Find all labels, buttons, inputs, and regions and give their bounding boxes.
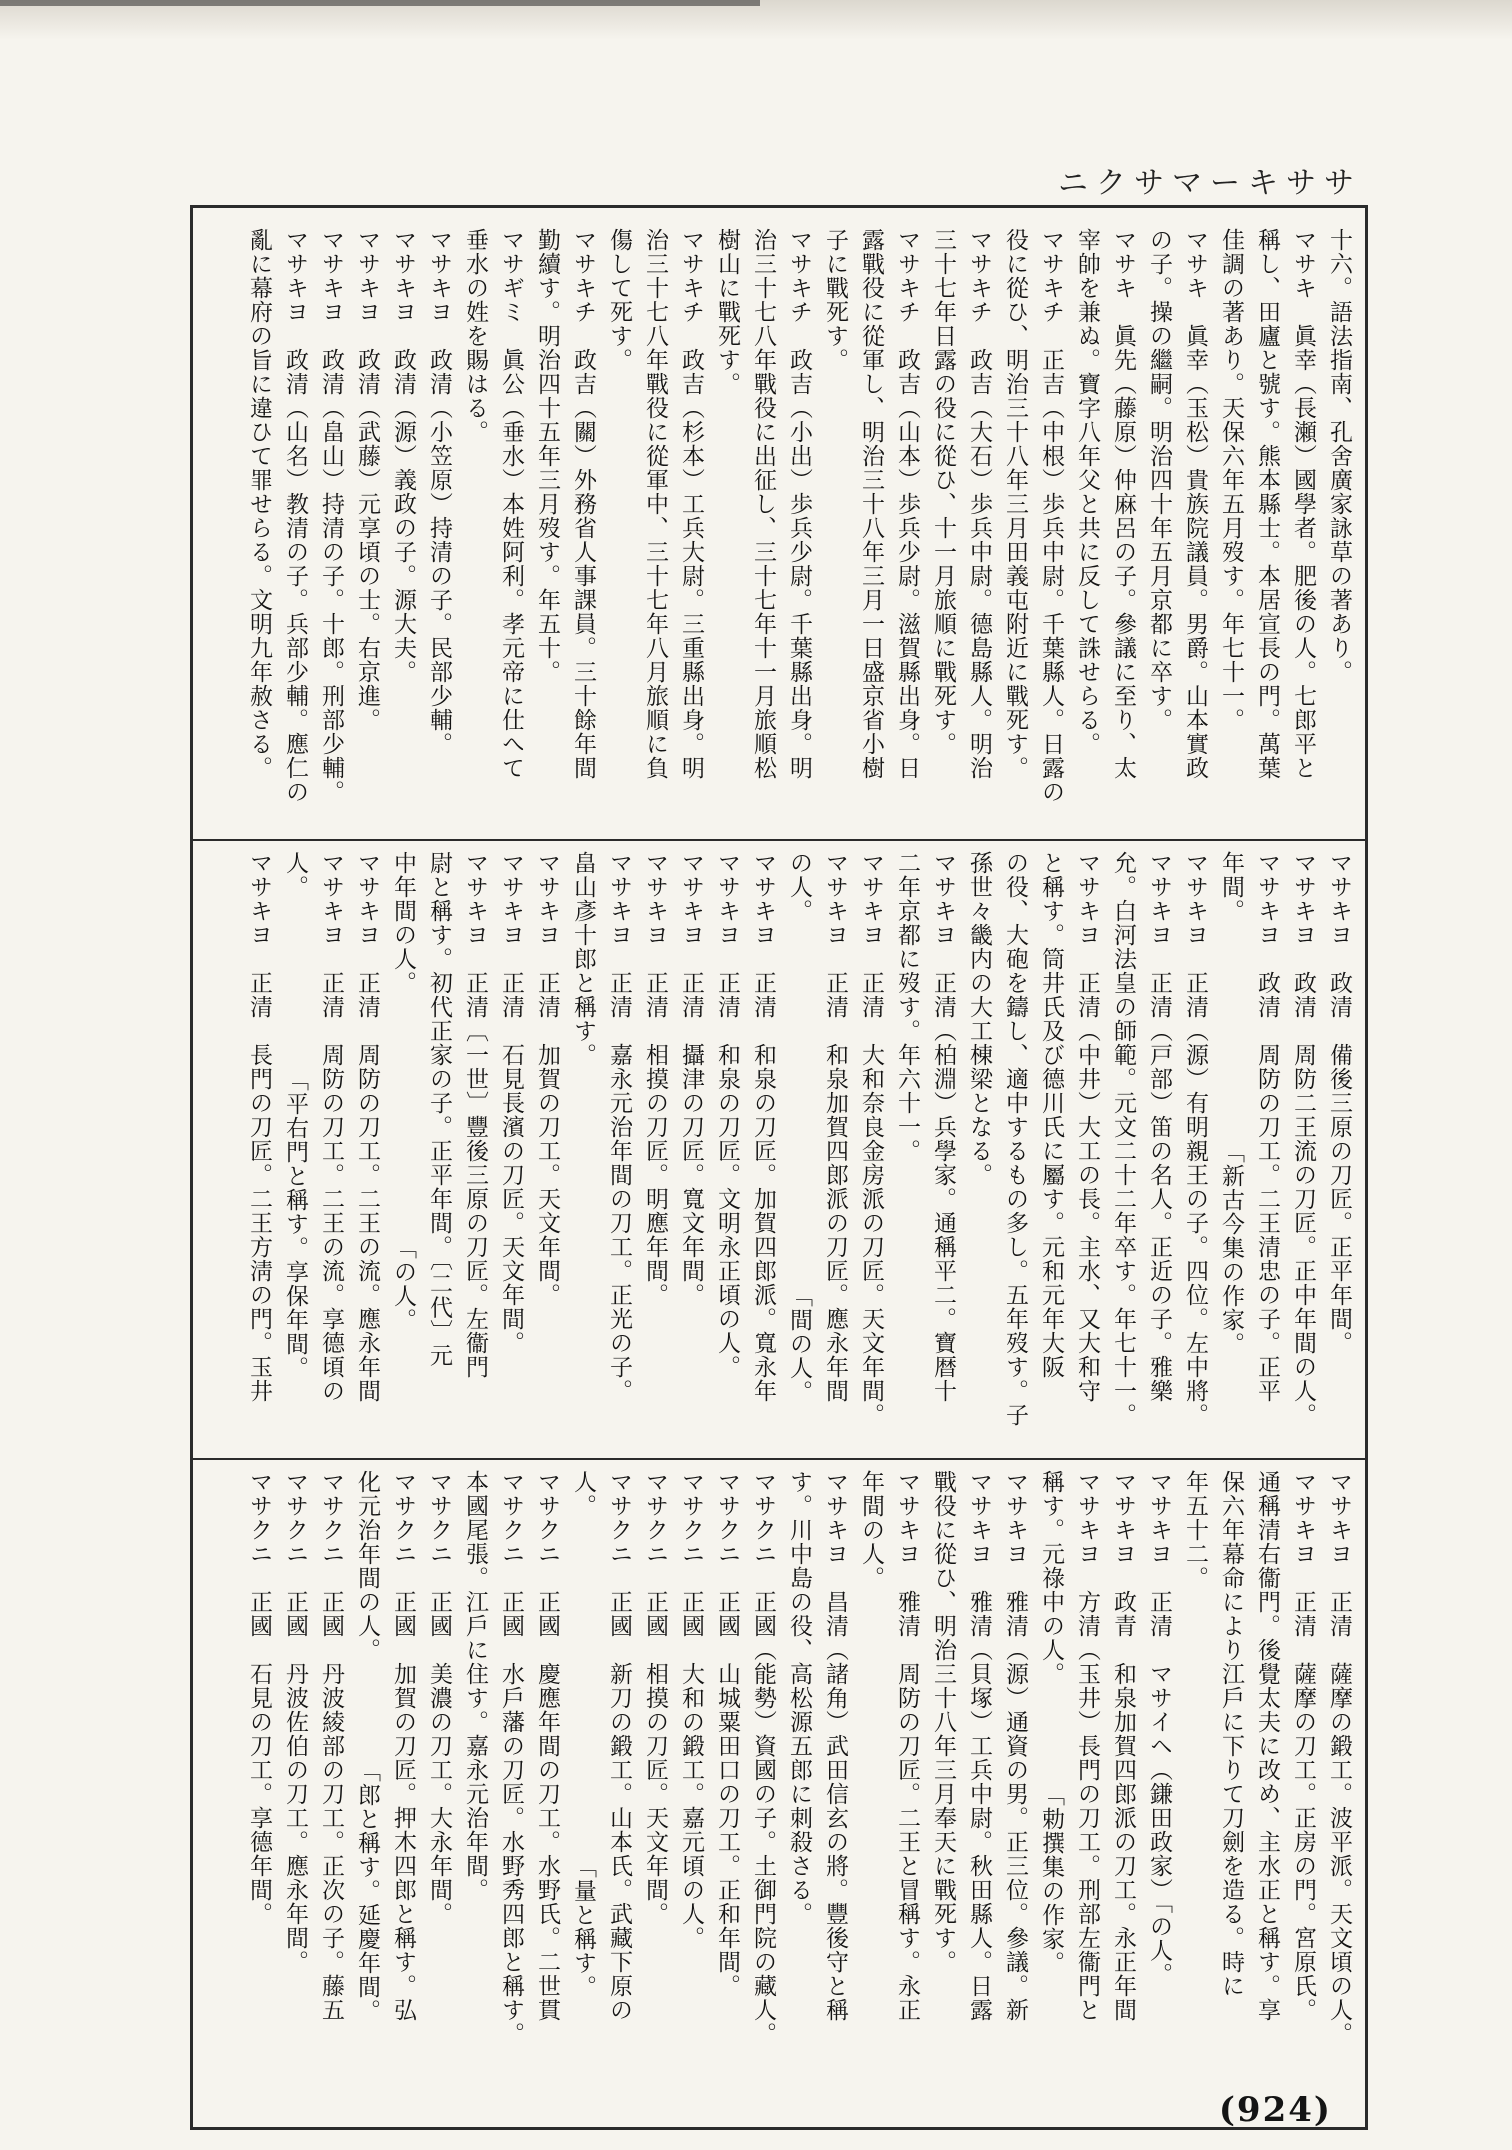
text-column: マサキヨ 正清 薩摩の刀工。正房の門。宮原氏。	[1290, 1470, 1316, 2022]
text-column: 三十七年日露の役に從ひ、十一月旅順に戰死す。	[930, 228, 956, 756]
text-column: マサキヨ 政清 備後三原の刀匠。正平年間。	[1326, 851, 1352, 1355]
text-column: マサギミ 眞公（垂水）本姓阿利。孝元帝に仕へて	[498, 228, 524, 780]
text-column: 二年京都に歿す。年六十一。	[894, 851, 920, 1163]
text-column: マサキヨ 政清（源）義政の子。源大夫。	[390, 228, 416, 684]
text-column: 佳調の著あり。天保六年五月歿す。年七十一。	[1218, 228, 1244, 732]
page-number: (924)	[1218, 2090, 1332, 2130]
scan-edge-shading	[0, 0, 1512, 40]
text-column: マサキチ 政吉（小出）歩兵少尉。千葉縣出身。明	[786, 228, 812, 780]
text-column: マサキヨ 正清 和泉の刀匠。加賀四郎派。寬永年	[750, 851, 776, 1403]
text-column: マサキヨ 雅清（貝塚）工兵中尉。秋田縣人。日露	[966, 1470, 992, 2022]
text-column: マサキヨ 正清 攝津の刀匠。寬文年間。	[678, 851, 704, 1307]
text-column: マサキチ 政吉（杉本）工兵大尉。三重縣出身。明	[678, 228, 704, 780]
text-column: マサキチ 政吉（大石）歩兵中尉。德島縣人。明治	[966, 228, 992, 780]
text-column: マサキチ 正吉（中根）歩兵中尉。千葉縣人。日露の	[1038, 228, 1064, 804]
text-column: マサキヨ 方清（玉井）長門の刀工。刑部左衞門と	[1074, 1470, 1100, 2022]
text-column: 樹山に戰死す。	[714, 228, 740, 396]
text-column: 年間の人。	[858, 1470, 884, 1590]
text-column: マサクニ 正國 相摸の刀匠。天文年間。	[642, 1470, 668, 1926]
text-column: マサキヨ 正清〔一世〕豐後三原の刀匠。左衞門	[462, 851, 488, 1379]
text-column: す。川中島の役、高松源五郎に刺殺さる。	[786, 1470, 812, 1926]
text-column: マサキ 眞幸（長瀬）國學者。肥後の人。七郎平と	[1290, 228, 1316, 780]
text-column: 露戰役に從軍し、明治三十八年三月一日盛京省小樹	[858, 228, 884, 780]
text-column: マサキヨ 正清 マサイヘ（鎌田政家）「の人。	[1146, 1470, 1172, 1987]
text-column: マサキヨ 雅清（源）通資の男。正三位。參議。新	[1002, 1470, 1028, 2022]
text-column: 人。 「量と稱す。	[570, 1470, 596, 1999]
text-column: 亂に幕府の旨に違ひて罪せらる。文明九年赦さる。	[246, 228, 272, 780]
text-column: マサキヨ 政清 周防の刀工。二王清忠の子。正平	[1254, 851, 1280, 1403]
text-column: 十六。語法指南、孔舍廣家詠草の著あり。	[1326, 228, 1352, 684]
text-column: 年間。 「新古今集の作家。	[1218, 851, 1244, 1356]
text-column: 垂水の姓を賜はる。	[462, 228, 488, 444]
text-column: マサキヨ 正清 嘉永元治年間の刀工。正光の子。	[606, 851, 632, 1403]
text-column: マサキ 眞幸（玉松）貴族院議員。男爵。山本實政	[1182, 228, 1208, 780]
text-column: 保六年幕命により江戶に下りて刀劍を造る。時に	[1218, 1470, 1244, 1998]
text-column: マサキチ 政吉（山本）歩兵少尉。滋賀縣出身。日	[894, 228, 920, 780]
text-column: マサクニ 正國 大和の鍛工。嘉元頃の人。	[678, 1470, 704, 1950]
text-column: 戰役に從ひ、明治三十八年三月奉天に戰死す。	[930, 1470, 956, 1974]
text-column: マサキヨ 雅清 周防の刀匠。二王と冒稱す。永正	[894, 1470, 920, 2022]
text-column: マサキヨ 正清 大和奈良金房派の刀匠。天文年間。	[858, 851, 884, 1427]
scan-top-rule	[0, 0, 760, 6]
text-column: マサキヨ 正清（源）有明親王の子。四位。左中將。	[1182, 851, 1208, 1427]
text-column: 中年間の人。 「の人。	[390, 851, 416, 1332]
text-column: 允。白河法皇の師範。元文二十二年卒す。年七十一。	[1110, 851, 1136, 1427]
text-column: マサキヨ 政青 和泉加賀四郎派の刀工。永正年間	[1110, 1470, 1136, 2022]
text-column: マサキヨ 正清（柏淵）兵學家。通稱平二。寶暦十	[930, 851, 956, 1403]
running-head: ニクサマーキササ	[1058, 166, 1362, 201]
text-column: マサクニ 正國 美濃の刀工。大永年間。	[426, 1470, 452, 1926]
text-column: マサキヨ 正清 和泉加賀四郎派の刀匠。應永年間	[822, 851, 848, 1403]
text-column: 役に從ひ、明治三十八年三月田義屯附近に戰死す。	[1002, 228, 1028, 780]
text-column: 子に戰死す。	[822, 228, 848, 372]
text-column: マサクニ 正國 山城粟田口の刀工。正和年間。	[714, 1470, 740, 1998]
text-column: 傷して死す。	[606, 228, 632, 372]
text-column: マサクニ 正國 加賀の刀匠。押木四郎と稱す。弘	[390, 1470, 416, 2022]
text-column: マサキヨ 正清（中井）大工の長。主水、又大和守	[1074, 851, 1100, 1403]
text-column: の役、大砲を鑄し、適中するもの多し。五年歿す。子	[1002, 851, 1028, 1427]
text-column: マサキヨ 正清 相摸の刀匠。明應年間。	[642, 851, 668, 1307]
text-column: マサキヨ 政清（武藤）元享頃の士。右京進。	[354, 228, 380, 732]
text-column: 稱し、田廬と號す。熊本縣士。本居宣長の門。萬葉	[1254, 228, 1280, 780]
text-column: 年五十二。	[1182, 1470, 1208, 1590]
text-column: 化元治年間の人。 「郎と稱す。延慶年間。	[354, 1470, 380, 2023]
text-column: マサキヨ 政清（畠山）持清の子。十郎。刑部少輔。	[318, 228, 344, 804]
text-column: マサキヨ 政清（小笠原）持清の子。民部少輔。	[426, 228, 452, 756]
lower-text-band	[201, 1470, 1357, 2110]
text-column: マサキヨ 正清 加賀の刀工。天文年間。	[534, 851, 560, 1307]
page-frame	[190, 205, 1368, 2130]
text-column: と稱す。筒井氏及び德川氏に屬す。元和元年大阪	[1038, 851, 1064, 1379]
upper-text-band	[201, 228, 1357, 828]
text-column: マサクニ 正國 水戶藩の刀匠。水野秀四郎と稱す。	[498, 1470, 524, 2046]
text-column: 通稱清右衞門。後覺太夫に改め、主水正と稱す。享	[1254, 1470, 1280, 2022]
text-column: 尉と稱す。初代正家の子。正平年間。〔二代〕元	[426, 851, 452, 1368]
text-column: 宰帥を兼ぬ。寶字八年父と共に反して誅せらる。	[1074, 228, 1100, 756]
text-column: 勤續す。明治四十五年三月歿す。年五十。	[534, 228, 560, 684]
text-column: の人。 「間の人。	[786, 851, 812, 1404]
text-column: マサクニ 正國 石見の刀工。享德年間。	[246, 1470, 272, 1926]
middle-text-band	[201, 851, 1357, 1451]
text-column: マサキヨ 政清（山名）教清の子。兵部少輔。應仁の	[282, 228, 308, 804]
text-column: マサキヨ 正清 長門の刀匠。二王方淸の門。玉井	[246, 851, 272, 1403]
text-column: 本國尾張。江戶に住す。嘉永元治年間。	[462, 1470, 488, 1902]
text-column: マサクニ 正國（能勢）資國の子。土御門院の藏人。	[750, 1470, 776, 2046]
text-column: マサクニ 正國 新刀の鍛工。山本氏。武藏下原の	[606, 1470, 632, 2022]
text-column: マサキヨ 正清 周防の刀工。二王の流。應永年間	[354, 851, 380, 1403]
text-column: 畠山彥十郎と稱す。	[570, 851, 596, 1067]
text-column: マサキヨ 政清 周防二王流の刀匠。正中年間の人。	[1290, 851, 1316, 1427]
text-column: マサキヨ 正清（戸部）笛の名人。正近の子。雅樂	[1146, 851, 1172, 1403]
text-column: マサクニ 正國 丹波綾部の刀工。正次の子。藤五	[318, 1470, 344, 2022]
text-column: マサクニ 正國 慶應年間の刀工。水野氏。二世貫	[534, 1470, 560, 2022]
text-column: マサキ 眞先（藤原）仲麻呂の子。參議に至り、太	[1110, 228, 1136, 780]
text-column: マサキヨ 正清 和泉の刀匠。文明永正頃の人。	[714, 851, 740, 1379]
text-column: マサキヨ 正清 薩摩の鍛工。波平派。天文頃の人。	[1326, 1470, 1352, 2046]
band-divider-lower	[193, 1458, 1365, 1460]
text-column: 治三十七八年戰役に從軍中、三十七年八月旅順に負	[642, 228, 668, 780]
text-column: マサキヨ 昌清（諸角）武田信玄の將。豐後守と稱	[822, 1470, 848, 2022]
text-column: マサクニ 正國 丹波佐伯の刀工。應永年間。	[282, 1470, 308, 1974]
text-column: マサキチ 政吉（關）外務省人事課員。三十餘年間	[570, 228, 596, 780]
text-column: マサキヨ 正清 周防の刀工。二王の流。享德頃の	[318, 851, 344, 1403]
band-divider-upper	[193, 839, 1365, 841]
text-column: 人。 「平右門と稱す。享保年間。	[282, 851, 308, 1380]
text-column: マサキヨ 正清 石見長濱の刀匠。天文年間。	[498, 851, 524, 1355]
text-column: の子。操の繼嗣。明治四十年五月京都に卒す。	[1146, 228, 1172, 732]
text-column: 稱す。元祿中の人。 「勅撰集の作家。	[1038, 1470, 1064, 1975]
text-column: 治三十七八年戰役に出征し、三十七年十一月旅順松	[750, 228, 776, 780]
text-column: 孫世々畿内の大工棟梁となる。	[966, 851, 992, 1187]
